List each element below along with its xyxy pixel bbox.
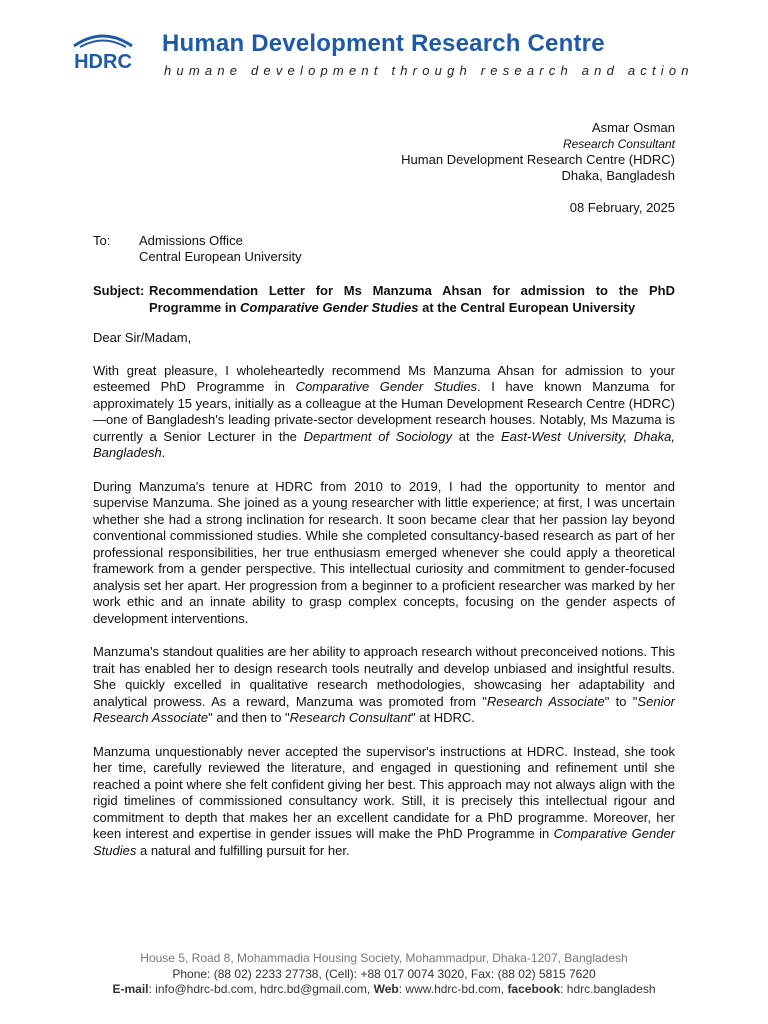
organization-name: Human Development Research Centre	[162, 30, 605, 57]
p1-f: East-West University, Dhaka, Bangladesh	[93, 428, 675, 460]
p4-b: Comparative Gender Studies	[93, 826, 676, 858]
p3-g: " at HDRC.	[411, 710, 475, 725]
recipient-line-1: Admissions Office	[139, 233, 243, 248]
subject-part-2: at the Central European University	[418, 300, 636, 315]
p4-a: Manzuma unquestionably never accepted the supervisor's instructions at HDRC. Instead, she took her time, carefully reviewed the literature, and engaged in questioning and refinement until she reached a point where she felt confident giving her best. This approach may not always align with the rigid timelines of commissioned consultancy work. Still, it is precisely this intellectual rigour and commitment to depth that makes her an excellent candidate for a PhD programme. Moreover, her keen interest and expertise in gender issues will make the PhD Programme in	[93, 743, 675, 841]
tagline: humane development through research and action	[164, 63, 694, 78]
email-label: E-mail	[112, 982, 149, 996]
subject-label: Subject:	[93, 283, 145, 298]
paragraph-1	[93, 363, 675, 462]
p3-d: Senior Research Associate	[93, 693, 675, 725]
recipient-line-2: Central European University	[139, 249, 302, 264]
web-label: Web	[373, 982, 399, 996]
subject-part-1: Recommendation Letter for Ms Manzuma Ahsan for admission to the PhD Programme in	[149, 283, 675, 315]
p3-e: " and then to "	[208, 710, 290, 725]
footer-contacts	[0, 982, 768, 998]
subject-programme: Comparative Gender Studies	[240, 300, 419, 315]
letter-date: 08 February, 2025	[569, 200, 675, 215]
p3-c: " to "	[604, 693, 638, 709]
footer-address: House 5, Road 8, Mohammadia Housing Society, Mohammadpur, Dhaka-1207, Bangladesh	[140, 951, 628, 965]
p1-d: Department of Sociology	[303, 428, 453, 444]
p4-c: a natural and fulfilling pursuit for her.	[136, 842, 350, 858]
p1-c: . I have known Manzuma for approximately 15 years, initially as a colleague at the Human Development Research Centre (HDRC)—one of Bangladesh's leading private-sector development research houses. Notably, Ms Mazuma is currently a Senior Lecturer in the	[93, 379, 675, 444]
sender-name: Asmar Osman	[591, 120, 675, 135]
paragraph-2: During Manzuma's tenure at HDRC from 2010 to 2019, I had the opportunity to mentor and supervise Manzuma. She joined as a young researcher with little experience; at first, I was uncertain whether she had a strong inclination for research. It soon became clear that her passion lay beyond conventional commissioned studies. While she completed consultancy-based research as part of her professional responsibilities, her true enthusiasm emerged whenever she could apply a theoretical framework from a gender perspective. This intellectual curiosity and commitment to gender-focused analysis set her apart. Her progression from a beginner to a proficient researcher was marked by her work ethic and an innate ability to grasp complex concepts, focusing on the gender aspects of development interventions.	[93, 478, 675, 626]
subject-text	[149, 282, 675, 316]
letterhead-footer	[0, 951, 768, 998]
web-value: : www.hdrc-bd.com,	[398, 982, 508, 996]
subject-block	[93, 282, 675, 316]
p1-e: at the	[452, 428, 502, 444]
p3-a: Manzuma's standout qualities are her ability to approach research without preconceived notions. This trait has enabled her to design research tools neutrally and develop unbiased and insightful results. She quickly excelled in qualitative research methodologies, showcasing her adaptability and analytical prowess. As a reward, Manzuma was promoted from "	[93, 644, 675, 709]
paragraph-4	[93, 744, 675, 860]
facebook-label: facebook	[507, 982, 561, 996]
p3-f: Research Consultant	[289, 710, 412, 725]
p1-g: .	[161, 445, 166, 460]
sender-location: Dhaka, Bangladesh	[561, 168, 675, 183]
logo-text: HDRC	[74, 51, 132, 73]
facebook-value: : hdrc.bangladesh	[560, 982, 656, 996]
sender-organization: Human Development Research Centre (HDRC)	[401, 152, 675, 167]
letterhead	[68, 28, 708, 84]
paragraph-3	[93, 644, 675, 727]
p1-a: With great pleasure, I wholeheartedly recommend Ms Manzuma Ahsan for admission to your esteemed PhD Programme in	[93, 362, 675, 394]
sender-role: Research Consultant	[562, 137, 675, 151]
sender-block	[401, 120, 675, 184]
letter-body	[93, 330, 675, 876]
hdrc-logo	[68, 30, 138, 74]
p3-b: Research Associate	[486, 693, 605, 709]
salutation: Dear Sir/Madam,	[93, 330, 192, 345]
email-value: : info@hdrc-bd.com, hdrc.bd@gmail.com,	[148, 982, 374, 996]
p1-b: Comparative Gender Studies	[295, 379, 478, 394]
to-label: To:	[93, 233, 111, 248]
footer-phone: Phone: (88 02) 2233 27738, (Cell): +88 017 0074 3020, Fax: (88 02) 5815 7620	[172, 966, 596, 981]
